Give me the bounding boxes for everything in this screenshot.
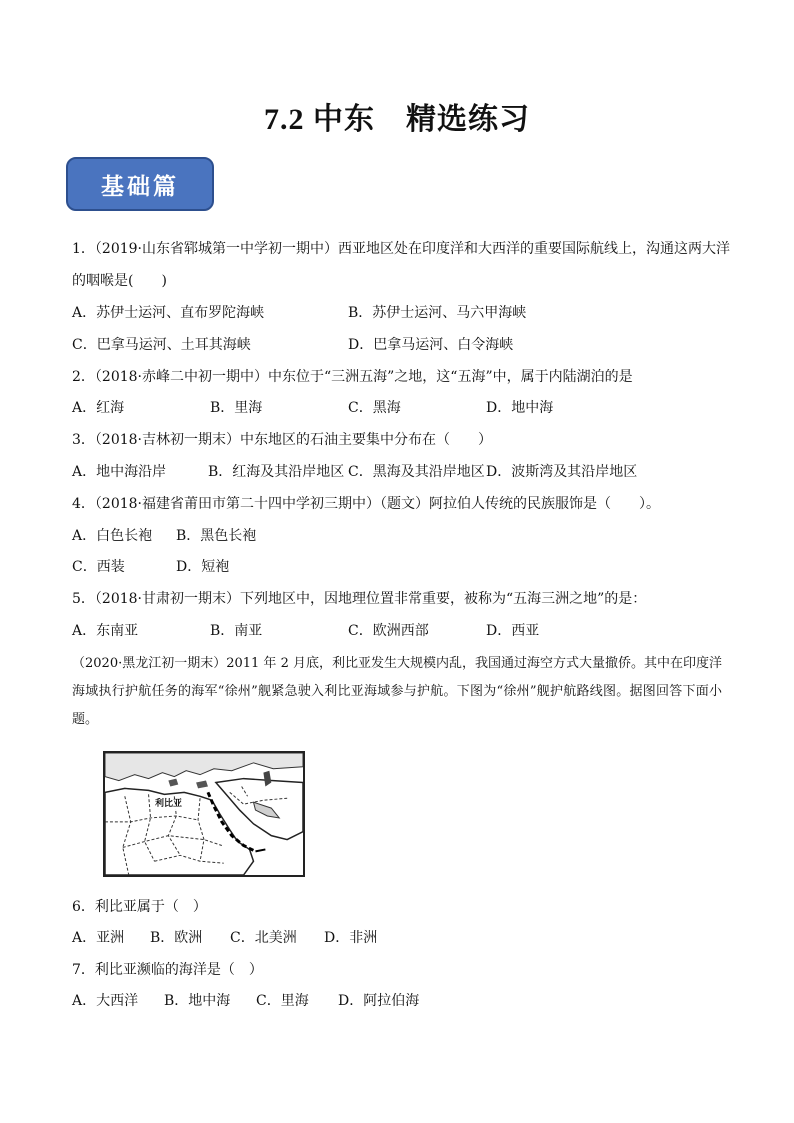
q1-option-b[interactable]: B．苏伊士运河、马六甲海峡 [348, 305, 527, 321]
q1-option-d[interactable]: D．巴拿马运河、白令海峡 [348, 337, 514, 353]
q7-option-d[interactable]: D．阿拉伯海 [338, 993, 420, 1009]
q4-options-row1 [72, 527, 722, 545]
q3-stem: 3．（2018·吉林初一期末）中东地区的石油主要集中分布在（ ） [72, 432, 492, 448]
q1-stem-line2: 的咽喉是( ) [72, 273, 167, 289]
map-drawing [105, 753, 303, 875]
q6-options [72, 929, 722, 947]
q7-options [72, 992, 722, 1010]
q6-option-b[interactable]: B．欧洲 [150, 930, 203, 946]
q5-option-d[interactable]: D．西亚 [486, 623, 540, 639]
q2-option-b[interactable]: B．里海 [210, 400, 263, 416]
q5-stem: 5．（2018·甘肃初一期末）下列地区中，因地理位置非常重要，被称为“五海三洲之地”的是： [72, 591, 647, 607]
q7-option-c[interactable]: C．里海 [256, 993, 309, 1009]
q4-option-d[interactable]: D．短袍 [176, 559, 230, 575]
q7-option-a[interactable]: A．大西洋 [72, 993, 139, 1009]
q7-option-b[interactable]: B．地中海 [164, 993, 231, 1009]
q3-option-b[interactable]: B．红海及其沿岸地区 [208, 464, 345, 480]
q3-options [72, 463, 722, 481]
q7-stem: 7．利比亚濒临的海洋是（ ） [72, 962, 263, 978]
page-title: 7.2 中东 精选练习 [264, 103, 530, 136]
q1-option-c[interactable]: C．巴拿马运河、土耳其海峡 [72, 337, 251, 353]
q4-option-b[interactable]: B．黑色长袍 [176, 528, 257, 544]
q5-option-b[interactable]: B．南亚 [210, 623, 263, 639]
q6-stem: 6．利比亚属于（ ） [72, 899, 207, 915]
q5-option-c[interactable]: C．欧洲西部 [348, 623, 429, 639]
q2-option-d[interactable]: D．地中海 [486, 400, 554, 416]
q4-stem: 4．（2018·福建省莆田市第二十四中学初三期中）（题文）阿拉伯人传统的民族服饰是（ ）。 [72, 496, 660, 512]
q1-options-row1 [72, 304, 722, 322]
q1-stem-line1: 1．（2019·山东省郓城第一中学初一期中）西亚地区处在印度洋和大西洋的重要国际航线上，沟通这两大洋 [72, 241, 730, 257]
q1-option-a[interactable]: A．苏伊士运河、直布罗陀海峡 [72, 305, 265, 321]
q3-option-c[interactable]: C．黑海及其沿岸地区 [348, 464, 485, 480]
q4-option-c[interactable]: C．西装 [72, 559, 125, 575]
q5-option-a[interactable]: A．东南亚 [72, 623, 139, 639]
q3-option-d[interactable]: D．波斯湾及其沿岸地区 [486, 464, 638, 480]
map-label-libya: 利比亚 [155, 799, 183, 809]
section-banner: 基础篇 [66, 157, 214, 211]
q2-options [72, 399, 722, 417]
q5-options [72, 622, 722, 640]
q6-option-c[interactable]: C．北美洲 [230, 930, 297, 946]
q6-option-a[interactable]: A．亚洲 [72, 930, 125, 946]
q2-stem: 2．（2018·赤峰二中初一期中）中东位于“三洲五海”之地，这“五海”中，属于内陆湖泊的是 [72, 369, 633, 385]
escort-route-map [103, 751, 305, 877]
reading-passage: （2020·黑龙江初一期末）2011 年 2 月底，利比亚发生大规模内乱，我国通过海空方式大量撤侨。其中在印度洋海域执行护航任务的海军“徐州”舰紧急驶入利比亚海域参与护航。下图为“徐州”舰护航路线图。据图回答下面小题。 [72, 656, 722, 727]
q6-option-d[interactable]: D．非洲 [324, 930, 378, 946]
q1-options-row2 [72, 336, 722, 354]
q4-options-row2 [72, 558, 722, 576]
q4-option-a[interactable]: A．白色长袍 [72, 528, 153, 544]
q3-option-a[interactable]: A．地中海沿岸 [72, 464, 167, 480]
q2-option-a[interactable]: A．红海 [72, 400, 125, 416]
q2-option-c[interactable]: C．黑海 [348, 400, 401, 416]
